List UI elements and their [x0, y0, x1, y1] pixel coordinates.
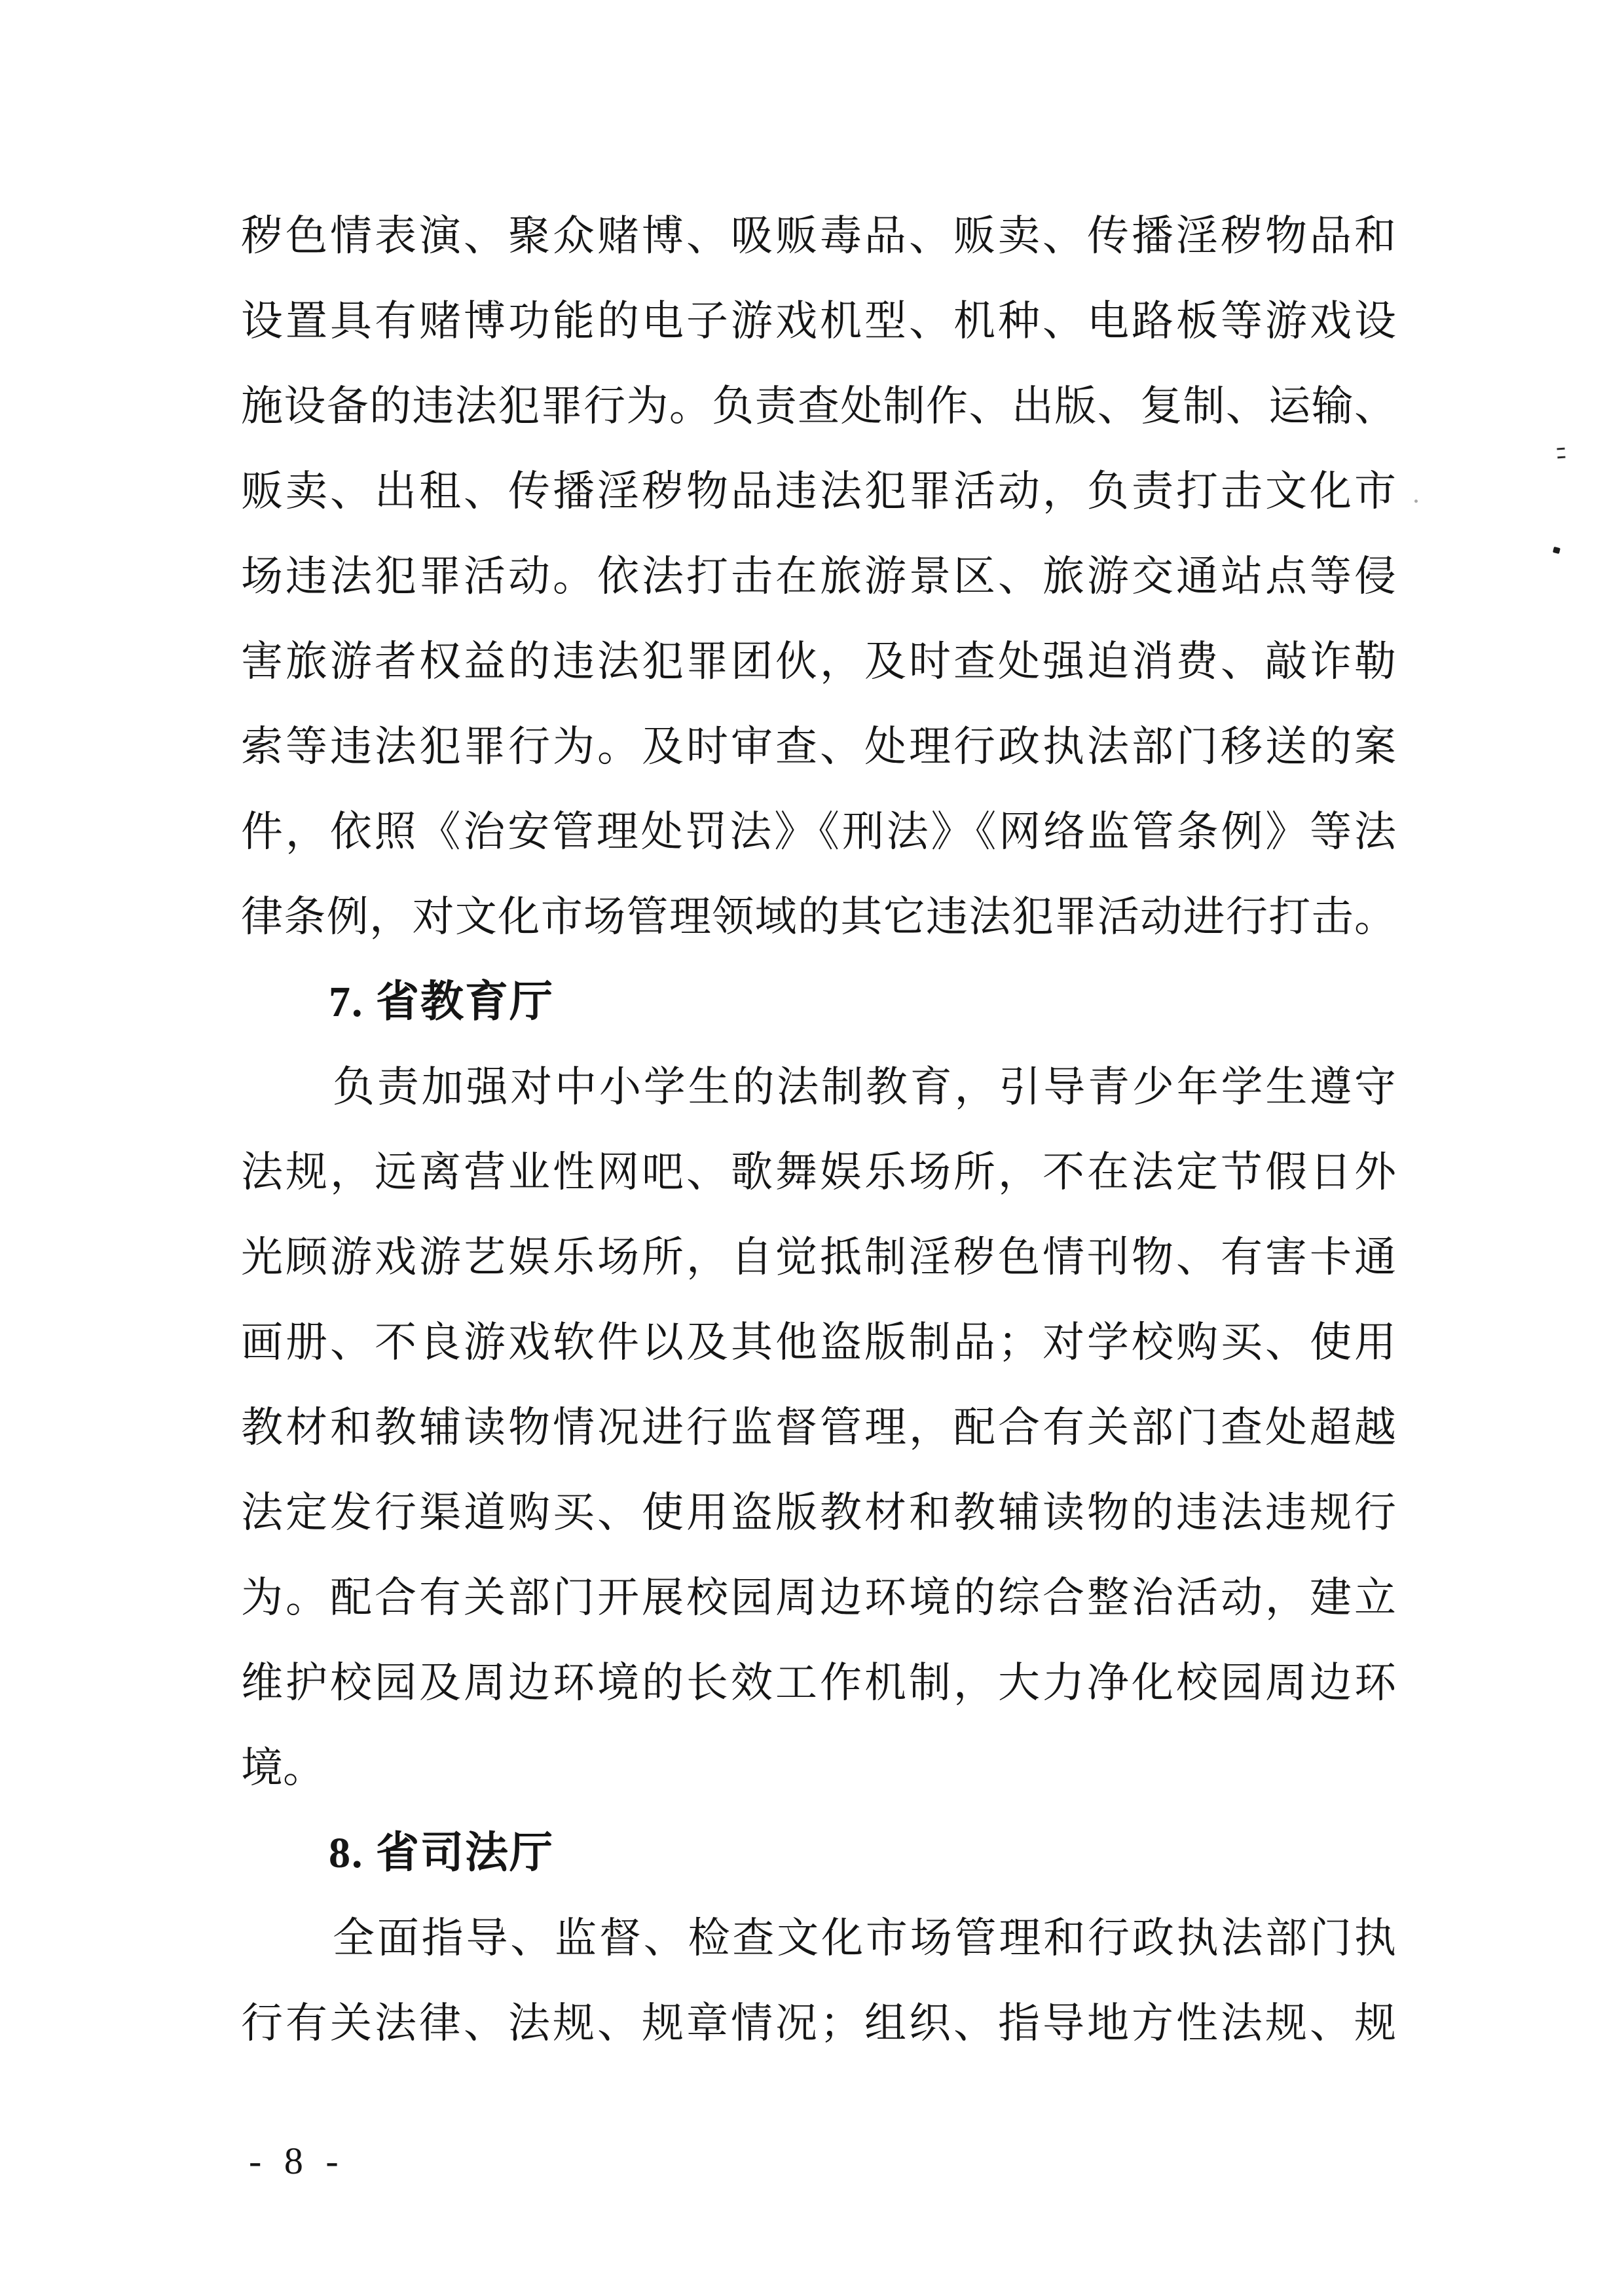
section-8-heading: 8. 省司法厅 [329, 1829, 554, 1877]
text-line: 教材和教辅读物情况进行监督管理，配合有关部门查处超越 [241, 1404, 1396, 1451]
text-line: 贩卖、出租、传播淫秽物品违法犯罪活动，负责打击文化市 [241, 468, 1396, 515]
text-line: 件，依照《治安管理处罚法》《刑法》《网络监管条例》等法 [241, 809, 1396, 855]
text-line: 行有关法律、法规、规章情况；组织、指导地方性法规、规 [241, 2000, 1396, 2047]
text-line: 法定发行渠道购买、使用盗版教材和教辅读物的违法违规行 [241, 1489, 1396, 1536]
text-line: 光顾游戏游艺娱乐场所，自觉抵制淫秽色情刊物、有害卡通 [241, 1234, 1396, 1281]
scan-speck [1414, 500, 1418, 503]
text-line: 场违法犯罪活动。依法打击在旅游景区、旅游交通站点等侵 [241, 553, 1396, 600]
text-line: 法规，远离营业性网吧、歌舞娱乐场所，不在法定节假日外 [241, 1149, 1396, 1195]
text-line: 境。 [241, 1745, 325, 1791]
scan-speck [1557, 448, 1565, 459]
text-line: 为。配合有关部门开展校园周边环境的综合整治活动，建立 [241, 1575, 1396, 1621]
text-line: 全面指导、监督、检查文化市场管理和行政执法部门执 [333, 1915, 1396, 1961]
text-line: 律条例，对文化市场管理领域的其它违法犯罪活动进行打击。 [241, 894, 1396, 940]
page-number: - 8 - [249, 2140, 345, 2182]
text-line: 画册、不良游戏软件以及其他盗版制品；对学校购买、使用 [241, 1319, 1396, 1366]
section-7-heading: 7. 省教育厅 [329, 978, 554, 1026]
text-line: 施设备的违法犯罪行为。负责查处制作、出版、复制、运输、 [241, 383, 1396, 429]
text-line: 秽色情表演、聚众赌博、吸贩毒品、贩卖、传播淫秽物品和 [241, 213, 1396, 259]
text-line: 害旅游者权益的违法犯罪团伙，及时查处强迫消费、敲诈勒 [241, 638, 1396, 685]
document-body [241, 194, 1396, 2066]
text-line: 设置具有赌博功能的电子游戏机型、机种、电路板等游戏设 [241, 298, 1396, 344]
scan-speck [1553, 547, 1560, 554]
text-line: 负责加强对中小学生的法制教育，引导青少年学生遵守 [333, 1064, 1396, 1110]
text-line: 维护校园及周边环境的长效工作机制，大力净化校园周边环 [241, 1660, 1396, 1706]
text-line: 索等违法犯罪行为。及时审查、处理行政执法部门移送的案 [241, 723, 1396, 770]
